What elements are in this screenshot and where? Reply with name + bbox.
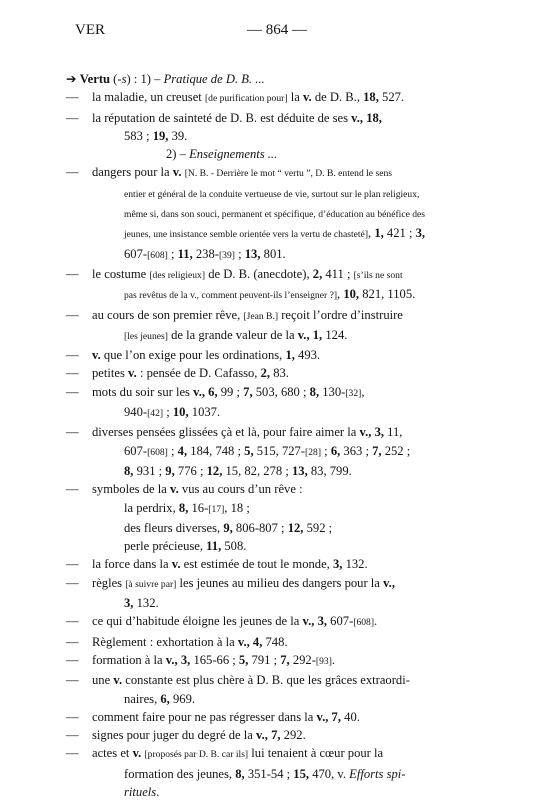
index-line [66,403,492,423]
entry-dash: — [66,425,79,440]
line-text: lui tenaient à cœur pour la [248,746,384,761]
line-text: v. [170,482,179,497]
entry-dash: — [66,366,79,381]
entry-dash: — [66,557,79,572]
line-text: 13, [291,463,308,478]
index-line [66,671,492,689]
line-text: reçoit l’ordre d’instruire [278,307,403,322]
line-text: 791 ; [248,652,281,667]
entry-dash: — [66,266,79,281]
line-text: 238- [192,246,219,261]
index-line [66,88,492,108]
line-text: 6, [330,443,341,458]
line-text: s [121,72,127,86]
line-text: 470, v. [309,766,350,781]
line-text: v. [92,348,101,363]
line-text: ; [167,246,178,261]
line-text: 132. [342,557,368,572]
index-line [66,285,492,305]
line-text: , [337,287,344,302]
entry-dash: — [66,110,79,125]
line-text: 292- [289,652,316,667]
index-line [66,462,492,480]
line-text: 801. [260,246,286,261]
entry-dash: — [66,652,79,667]
line-text: 10, [172,405,189,420]
line-text: 583 ; [124,128,153,143]
entry-dash: — [66,746,79,761]
line-text: 969. [169,691,196,706]
line-text: [608] [147,249,168,261]
running-head: VER [75,22,105,38]
line-text: 592 ; [303,520,333,535]
index-line [66,145,492,163]
line-text: Règlement : exhortation à la [92,634,238,649]
entry-dash: — [66,575,79,590]
line-text: 4, [177,443,188,458]
line-text: 748. [262,634,288,649]
line-text: 940- [124,405,148,420]
line-text: 9, [223,520,233,535]
line-text: pas revêtus de la v., comment peuvent-ils l’enseigner ?] [124,290,338,302]
index-line [66,163,492,183]
line-text: 411 ; [322,266,354,281]
line-text: , [368,226,375,241]
index-line [66,127,492,145]
line-text: 351-54 ; [244,766,294,781]
line-text: [proposés par D. B. car ils] [144,749,249,761]
line-text: règles [92,575,126,590]
line-text: 9, [165,463,175,478]
line-text: 8, [178,500,189,515]
line-text: [de purification pour] [204,93,288,105]
line-text: 776 ; [174,463,207,478]
line-text: la réputation de sainteté de D. B. est déduite de ses [92,110,352,125]
line-text: , 18 ; [224,500,250,515]
line-text: 607- [327,614,354,629]
line-text: 15, [293,766,310,781]
line-text: 18, [363,90,379,105]
line-text: v. [128,366,137,381]
line-text: 8, [124,463,134,478]
line-text: 19, [152,128,169,143]
line-text: [17] [208,503,225,515]
entry-dash: — [66,614,79,629]
index-entries [66,70,492,801]
line-text: diverses pensées glissées çà et là, pour faire aimer la [92,425,360,440]
line-text: au cours de son premier rêve, [92,307,244,322]
line-text: v., 6, [193,384,218,399]
index-line [66,70,492,88]
line-text: que l’on exige pour les ordinations, [100,348,286,363]
line-text: [Jean B.] [243,310,279,322]
line-text: actes et [92,746,133,761]
line-text: v., 3, [359,425,385,440]
line-text: 2, [260,366,271,381]
line-text: v. [132,746,142,761]
line-text: 503, 680 ; [252,384,310,399]
line-text: 5, [238,652,249,667]
line-text: Vertu [79,72,111,86]
line-text: [608] [353,617,375,629]
index-line [66,245,492,265]
line-text: 7, [280,652,290,667]
line-text: [des religieux] [149,269,206,281]
line-text: 83, 799. [307,463,352,478]
line-text: Efforts spi- [349,766,406,781]
line-text: est estimée de tout le monde, [180,557,333,572]
index-line [66,744,492,764]
line-text: v., 18, [351,110,382,125]
index-line [66,499,492,519]
line-text: formation des jeunes, [124,766,236,781]
index-line [66,184,492,204]
line-text: 16- [188,500,209,515]
line-text: symboles de la [92,482,170,497]
index-line [66,708,492,726]
line-text: de la grande valeur de la [167,327,298,342]
line-text: 8, [309,384,320,399]
line-text: la [287,90,303,105]
line-text: le costume [92,266,150,281]
line-text: 607- [124,246,148,261]
index-line [66,690,492,708]
index-line [66,224,492,244]
line-text: 252 ; [381,443,411,458]
line-text: . [156,784,160,799]
line-text: ; [163,405,173,420]
line-text: Pratique de D. B. ... [163,72,265,86]
line-text: 421 ; [383,226,416,241]
line-text: [28] [305,446,322,458]
line-text: 1037. [188,405,221,420]
line-text: ce qui d’habitude éloigne les jeunes de la [92,614,303,629]
line-text: v., 7, [316,709,341,724]
entry-dash: — [66,728,79,743]
line-text: 8, [235,766,245,781]
index-line [66,537,492,555]
line-text: ➔ [66,72,80,86]
line-text: v. [113,673,123,688]
line-text: 821, 1105. [359,287,416,302]
line-text: 13, [244,246,261,261]
line-text: v., 1, [297,327,323,342]
line-text: petites [92,366,129,381]
entry-dash: — [66,348,79,363]
line-text: rituels [124,784,157,799]
line-text: jeunes, une insistance semble orientée vers la vertu de chasteté] [124,229,369,241]
line-text: 931 ; [133,463,166,478]
index-line [66,480,492,498]
line-text: mots du soir sur les [92,384,194,399]
index-line [66,519,492,537]
line-text: 99 ; [217,384,244,399]
line-text: 184, 748 ; [187,443,245,458]
line-text: 508. [221,539,247,554]
line-text: [42] [147,408,164,420]
line-text: [93] [315,655,332,667]
line-text: v., 3, [165,652,191,667]
line-text: ) : 1) – [126,72,164,86]
line-text: naires, [124,691,161,706]
index-line [66,306,492,326]
page-number: — 864 — [247,22,307,38]
index-line [66,346,492,364]
line-text: 7, [372,443,382,458]
entry-dash: — [66,307,79,322]
line-text: 6, [160,691,170,706]
line-text: ; [167,443,178,458]
line-text: 40. [341,709,360,724]
line-text: la perdrix, [124,500,179,515]
line-text: 527. [378,90,405,105]
line-text: 15, 82, 278 ; [222,463,292,478]
line-text: 363 ; [340,443,373,458]
line-text: : pensée de D. Cafasso, [136,366,261,381]
line-text: vus au cours d’un rêve : [178,482,303,497]
index-line [66,555,492,573]
index-line [66,594,492,612]
index-line [66,612,492,632]
line-text: 12, [287,520,304,535]
line-text: 124. [322,327,348,342]
line-text: 11, [177,246,193,261]
line-text: v., 4, [237,634,263,649]
entry-dash: — [66,384,79,399]
index-line [66,109,492,127]
line-text: formation à la [92,652,166,667]
entry-dash: — [66,709,79,724]
line-text: [s’ils ne sont [353,269,403,281]
index-line [66,726,492,744]
line-text: 2, [312,266,323,281]
line-text: la force dans la [92,557,172,572]
line-text: 10, [343,287,360,302]
line-text: [39] [218,249,235,261]
line-text: v. [302,90,312,105]
line-text: [608] [147,446,168,458]
line-text: perle précieuse, [124,539,207,554]
index-line [66,265,492,285]
page-header [75,22,490,42]
line-text: [à suivre par] [125,578,177,590]
line-text: de D. B. (anecdote), [205,266,313,281]
line-text: des fleurs diverses, [124,520,224,535]
entry-dash: — [66,634,79,649]
line-text: de D. B., [311,90,364,105]
entry-dash: — [66,673,79,688]
line-text: 1, [374,226,384,241]
line-text: 607- [124,443,148,458]
line-text: signes pour juger du degré de la [92,728,257,743]
line-text: (- [110,72,122,86]
line-text: entier et général de la conduite vertueuse de vie, surtout sur le plan religieux, [124,188,420,200]
entry-dash: — [66,165,79,180]
line-text: une [92,673,114,688]
line-text: la maladie, un creuset [92,90,205,105]
index-line [66,423,492,441]
line-text: Enseignements ... [189,147,278,162]
line-text: 493. [294,348,321,363]
line-text: v., [383,575,395,590]
line-text: constante est plus chère à D. B. que les grâces extraordi- [122,673,410,688]
line-text: ; [321,443,331,458]
line-text: . [331,652,336,667]
line-text: 83. [270,366,289,381]
line-text: 3, [415,226,426,241]
line-text: dangers pour la [92,165,173,180]
line-text: 515, 727- [253,443,306,458]
line-text: 165-66 ; [190,652,239,667]
line-text: [N. B. - Derrière le mot “ vertu ”, D. B. entend le sens [184,168,392,180]
line-text: v. [172,165,182,180]
line-text: v., 3, [302,614,328,629]
line-text: v., 7, [256,728,281,743]
index-line [66,783,492,801]
line-text: 12, [206,463,223,478]
line-text: . [374,614,378,629]
line-text: 806-807 ; [232,520,288,535]
line-text: [32] [345,387,362,399]
index-line [66,633,492,651]
line-text: v. [171,557,181,572]
entry-dash: — [66,482,79,497]
line-text: les jeunes au milieu des dangers pour la [176,575,384,590]
line-text: 2) – [166,147,190,162]
line-text: 11, [384,425,403,440]
index-line [66,651,492,671]
index-line [66,442,492,462]
line-text: 5, [244,443,254,458]
index-line [66,383,492,403]
line-text: 132. [133,596,159,611]
line-text: 1, [285,348,295,363]
entry-dash: — [66,90,79,105]
line-text: , [361,384,365,399]
line-text: 11, [206,539,222,554]
line-text: comment faire pour ne pas régresser dans la [92,709,317,724]
line-text: 3, [332,557,343,572]
index-line [66,765,492,783]
line-text: 3, [124,596,134,611]
line-text: 130- [319,384,346,399]
line-text: même si, dans son souci, permanent et spécifique, d’éducation au bénéfice des [124,209,426,221]
line-text: 292. [280,728,306,743]
index-line [66,326,492,346]
line-text: [les jeunes] [124,330,168,342]
index-line [66,574,492,594]
line-text: 39. [168,128,188,143]
index-line [66,364,492,382]
line-text: ; [234,246,245,261]
line-text: 7, [243,384,253,399]
index-line [66,204,492,224]
